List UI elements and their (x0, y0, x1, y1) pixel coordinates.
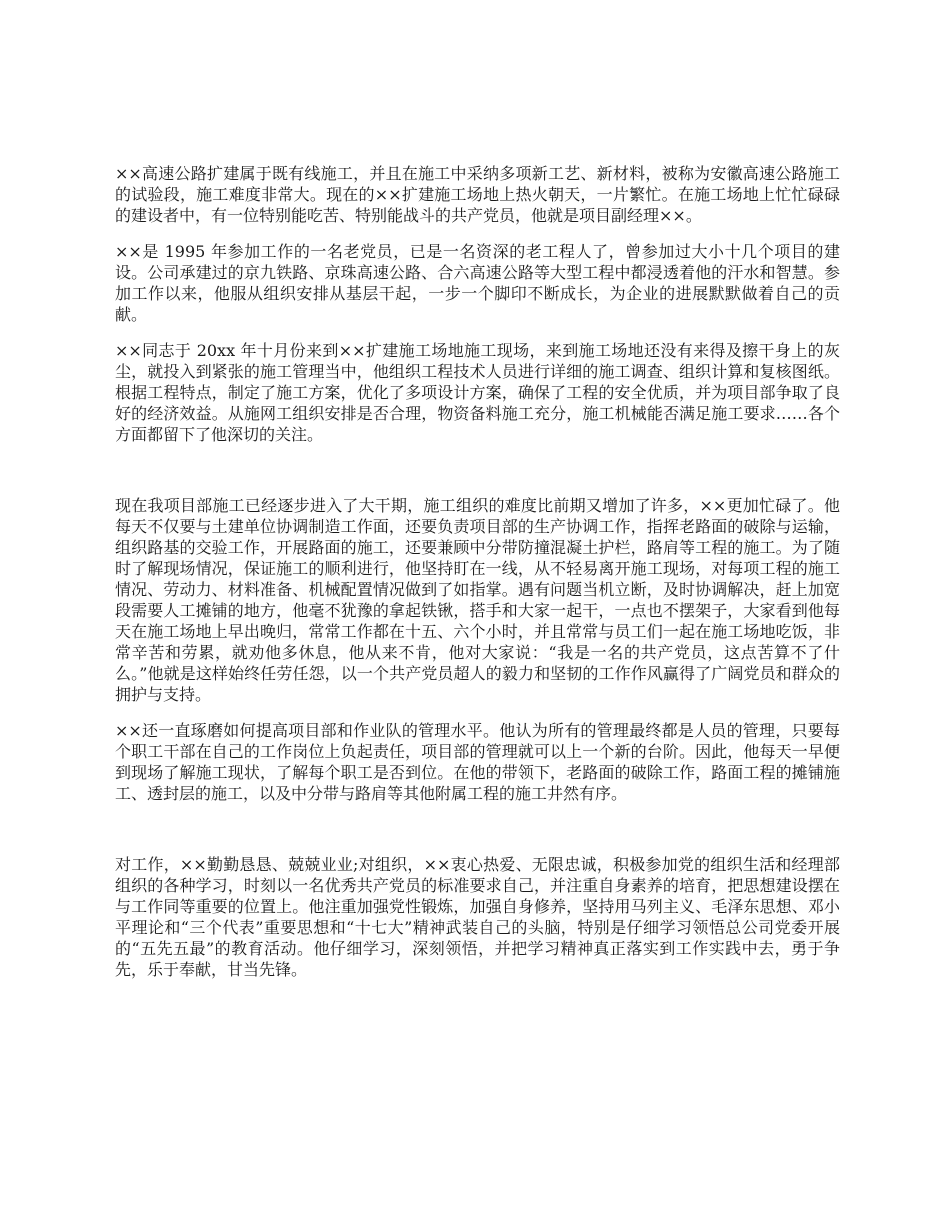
paragraph-2: ××是 1995 年参加工作的一名老党员，已是一名资深的老工程人了，曾参加过大小十几个项目的建设。公司承建过的京九铁路、京珠高速公路、合六高速公路等大型工程中都浸透着他的汗水和智慧。参加工作以来，他服从组织安排从基层干起，一步一个脚印不断成长，为企业的进展默默做着自己的贡献。 (115, 242, 840, 324)
document-body (115, 163, 840, 980)
section-spacer (115, 445, 840, 495)
paragraph-6: 对工作，××勤勤恳恳、兢兢业业;对组织，××衷心热爱、无限忠诚，积极参加党的组织生活和经理部组织的各种学习，时刻以一名优秀共产党员的标准要求自己，并注重自身素养的培育，把思想建设摆在与工作同等重要的位置上。他注重加强党性锻炼，加强自身修养，坚持用马列主义、毛泽东思想、邓小平理论和“三个代表”重要思想和“十七大”精神武装自己的头脑，特别是仔细学习领悟总公司党委开展的“五先五最”的教育活动。他仔细学习，深刻领悟，并把学习精神真正落实到工作实践中去，勇于争先，乐于奉献，甘当先锋。 (115, 855, 840, 979)
section-spacer (115, 804, 840, 854)
paragraph-spacer (115, 705, 840, 720)
paragraph-5: ××还一直琢磨如何提高项目部和作业队的管理水平。他认为所有的管理最终都是人员的管理，只要每个职工干部在自己的工作岗位上负起责任，项目部的管理就可以上一个新的台阶。因此，他每天一早便到现场了解施工现状，了解每个职工是否到位。在他的带领下，老路面的破除工作，路面工程的摊铺施工、透封层的施工，以及中分带与路肩等其他附属工程的施工井然有序。 (115, 721, 840, 803)
paragraph-4: 现在我项目部施工已经逐步进入了大干期，施工组织的难度比前期又增加了许多，××更加忙碌了。他每天不仅要与土建单位协调制造工作面，还要负责项目部的生产协调工作，指挥老路面的破除与运输，组织路基的交验工作，开展路面的施工，还要兼顾中分带防撞混凝土护栏，路肩等工程的施工。为了随时了解现场情况，保证施工的顺利进行，他坚持盯在一线，从不轻易离开施工现场，对每项工程的施工情况、劳动力、材料准备、机械配置情况做到了如指掌。遇有问题当机立断，及时协调解决，赶上加宽段需要人工摊铺的地方，他毫不犹豫的拿起铁锹，搭手和大家一起干，一点也不摆架子，大家看到他每天在施工场地上早出晚归，常常工作都在十五、六个小时，并且常常与员工们一起在施工场地吃饭，非常辛苦和劳累，就劝他多休息，他从来不肯，他对大家说：“我是一名的共产党员，这点苦算不了什么。”他就是这样始终任劳任怨，以一个共产党员超人的毅力和坚韧的工作作风赢得了广阔党员和群众的拥护与支持。 (115, 496, 840, 704)
paragraph-1: ××高速公路扩建属于既有线施工，并且在施工中采纳多项新工艺、新材料，被称为安徽高速公路施工的试验段，施工难度非常大。现在的××扩建施工场地上热火朝天，一片繁忙。在施工场地上忙忙碌碌的建设者中，有一位特别能吃苦、特别能战斗的共产党员，他就是项目副经理××。 (115, 164, 840, 225)
paragraph-spacer (115, 226, 840, 241)
paragraph-3: ××同志于 20xx 年十月份来到××扩建施工场地施工现场，来到施工场地还没有来得及擦干身上的灰尘，就投入到紧张的施工管理当中，他组织工程技术人员进行详细的施工调查、组织计算和复核图纸。根据工程特点，制定了施工方案，优化了多项设计方案，确保了工程的安全优质，并为项目部争取了良好的经济效益。从施网工组织安排是否合理，物资备料施工充分，施工机械能否满足施工要求……各个方面都留下了他深切的关注。 (115, 341, 840, 444)
paragraph-spacer (115, 325, 840, 340)
